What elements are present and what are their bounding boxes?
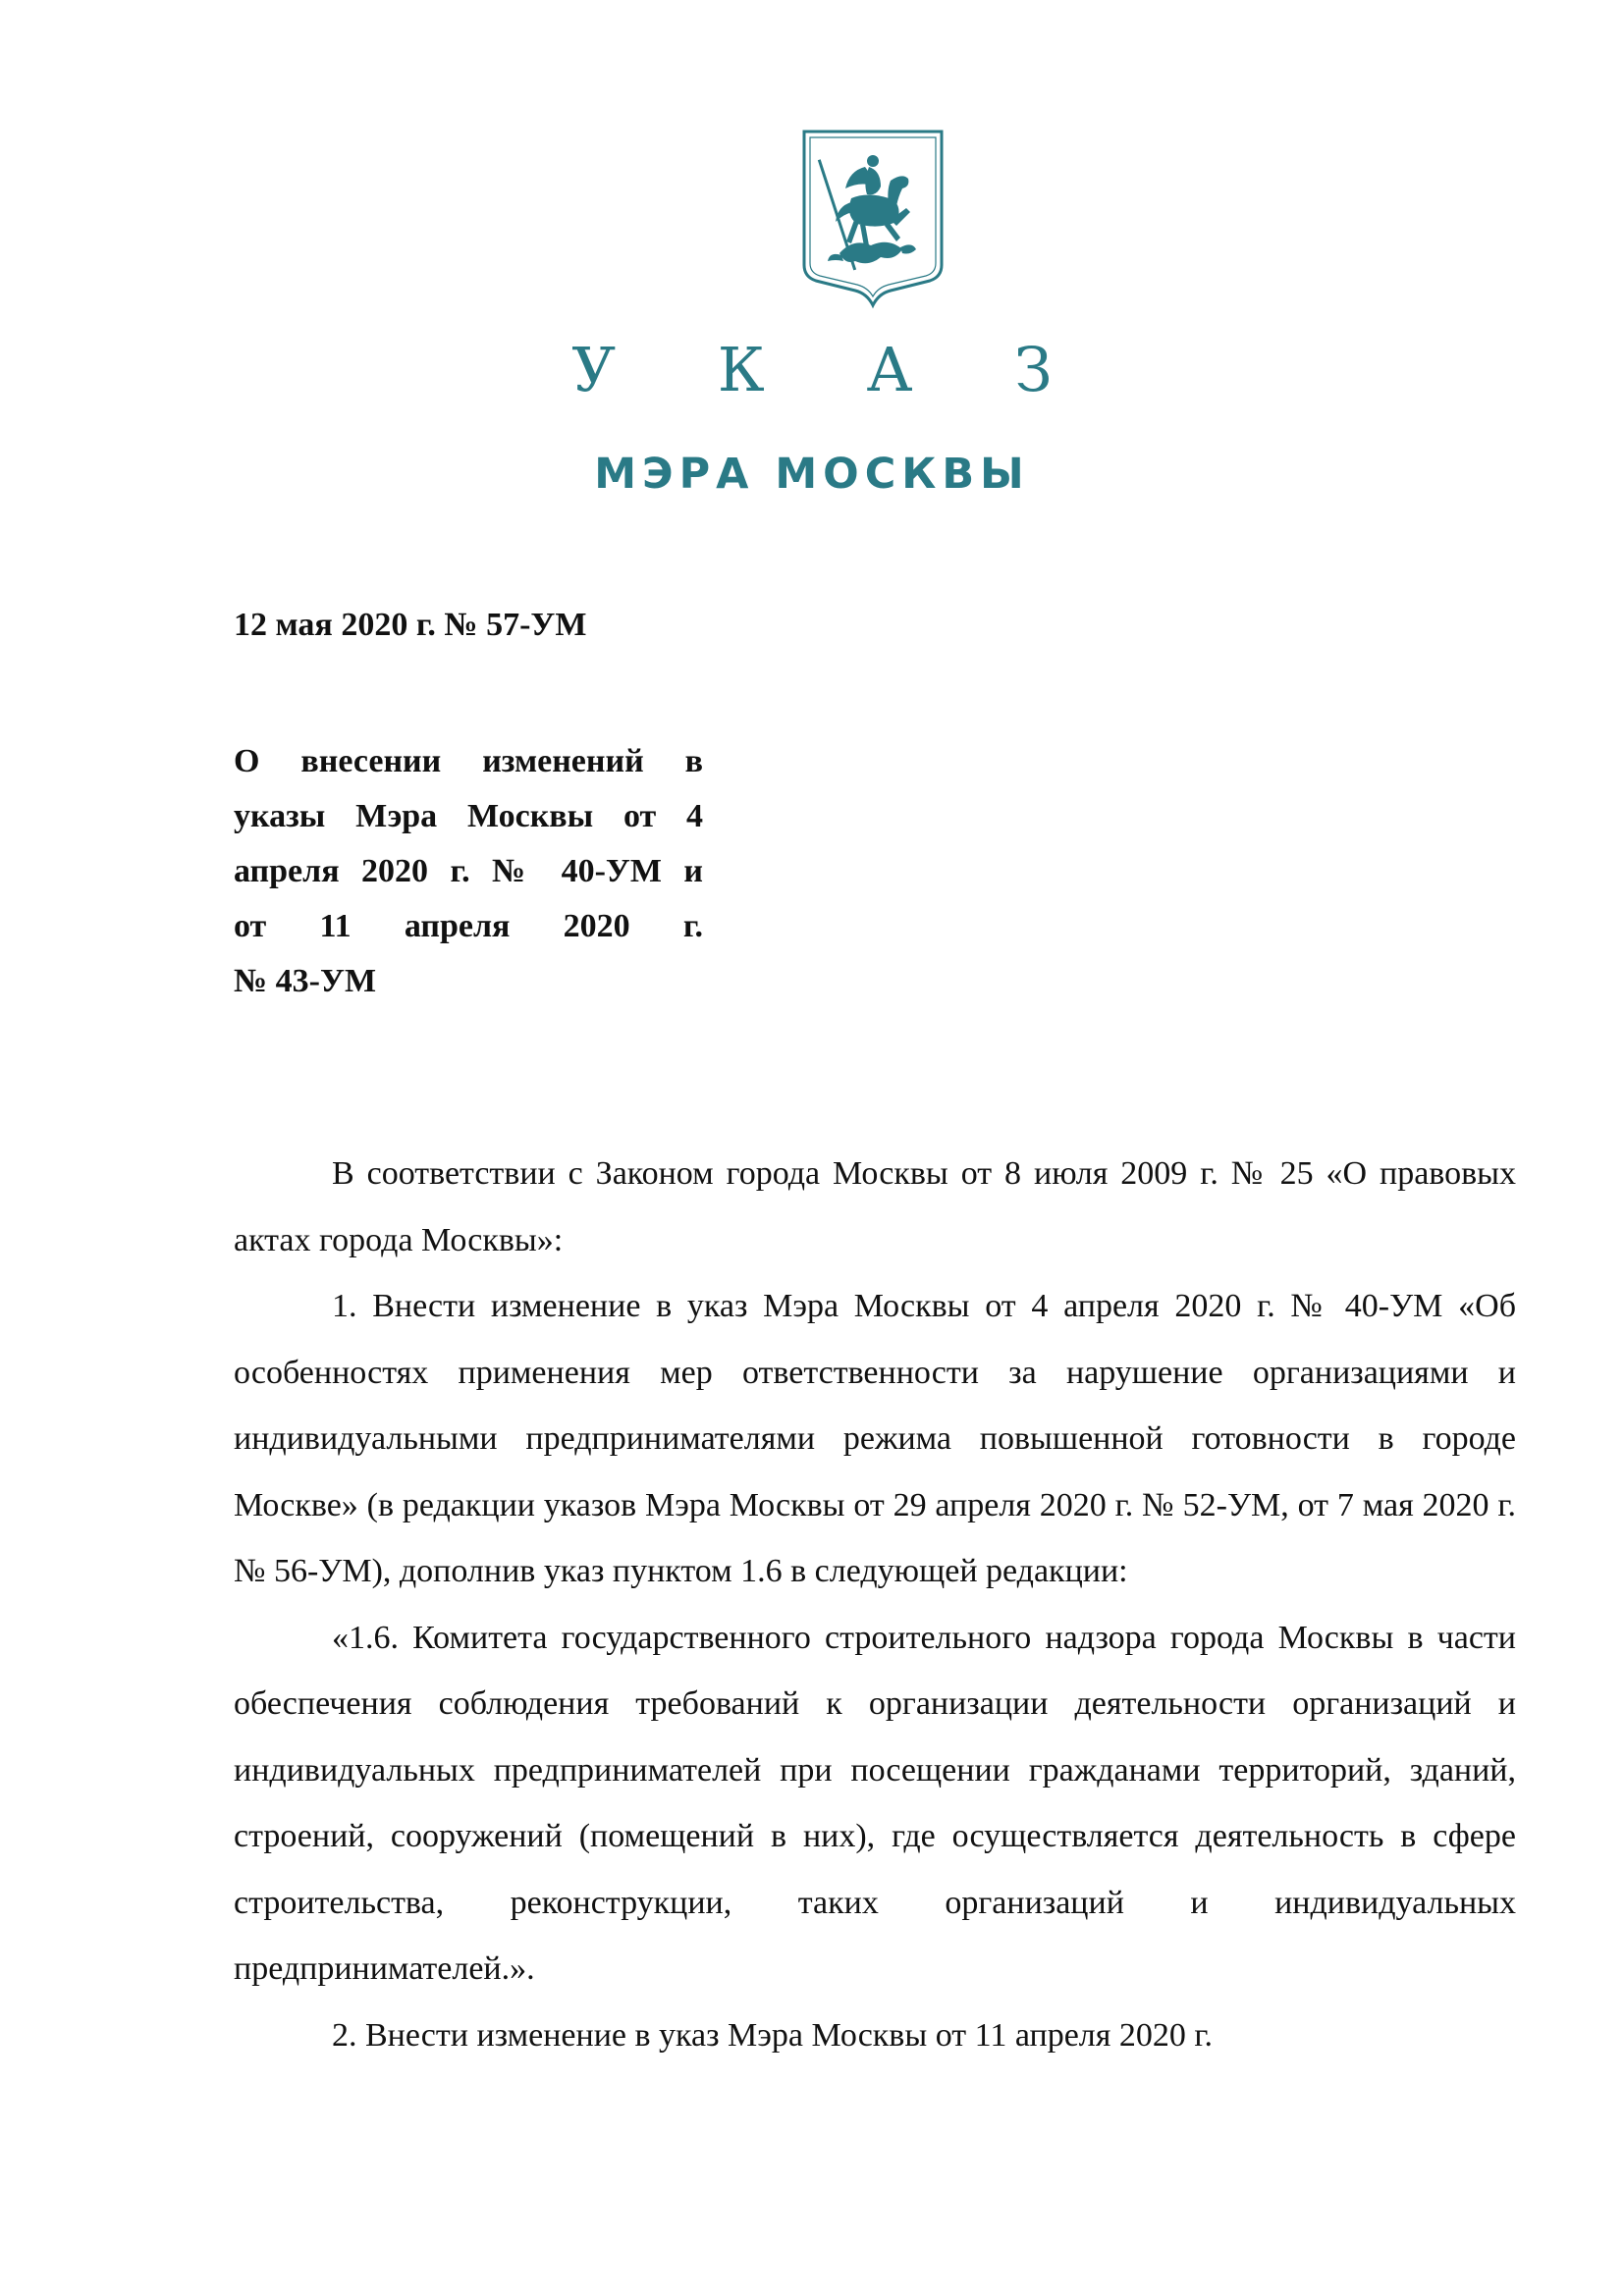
document-date-number: 12 мая 2020 г. № 57-УМ	[234, 607, 587, 643]
subject-line: О внесении изменений в	[234, 743, 703, 779]
body-paragraph-item-1-6: «1.6. Комитета государственного строительного надзора города Москвы в части обеспечения соблюдения требований к организации деятельности организаций и индивидуальных предпринимателей при посещении гражданами территорий, зданий, строений, сооружений (помещений в них), где осуществляется деятельность в сфере строительства, реконструкции, таких организаций и индивидуальных предпринимателей.».	[234, 1619, 1516, 1987]
moscow-coat-of-arms-emblem	[800, 128, 946, 309]
subject-line: № 43-УМ	[234, 963, 377, 999]
subject-line: указы Мэра Москвы от 4	[234, 798, 703, 834]
body-paragraph-preamble: В соответствии с Законом города Москвы от 8 июля 2009 г. № 25 «О правовых актах города Москвы»:	[234, 1155, 1516, 1258]
body-paragraph-item-1: 1. Внести изменение в указ Мэра Москвы от 4 апреля 2020 г. № 40-УМ «Об особенностях применения мер ответственности за нарушение организациями и индивидуальными предпринимателями режима повышенной готовности в городе Москве» (в редакции указов Мэра Москвы от 29 апреля 2020 г. № 52-УМ, от 7 мая 2020 г. № 56-УМ), дополнив указ пунктом 1.6 в следующей редакции:	[234, 1288, 1516, 1589]
subject-line: от 11 апреля 2020 г.	[234, 908, 703, 944]
issuer-heading: МЭРА МОСКВЫ	[594, 450, 1030, 499]
document-body	[234, 1141, 1516, 2068]
decree-heading: У К А З	[571, 334, 1094, 405]
subject-line: апреля 2020 г. № 40-УМ и	[234, 853, 703, 889]
document-subject	[234, 734, 703, 1009]
body-paragraph-item-2: 2. Внести изменение в указ Мэра Москвы от 11 апреля 2020 г.	[332, 2016, 1213, 2054]
